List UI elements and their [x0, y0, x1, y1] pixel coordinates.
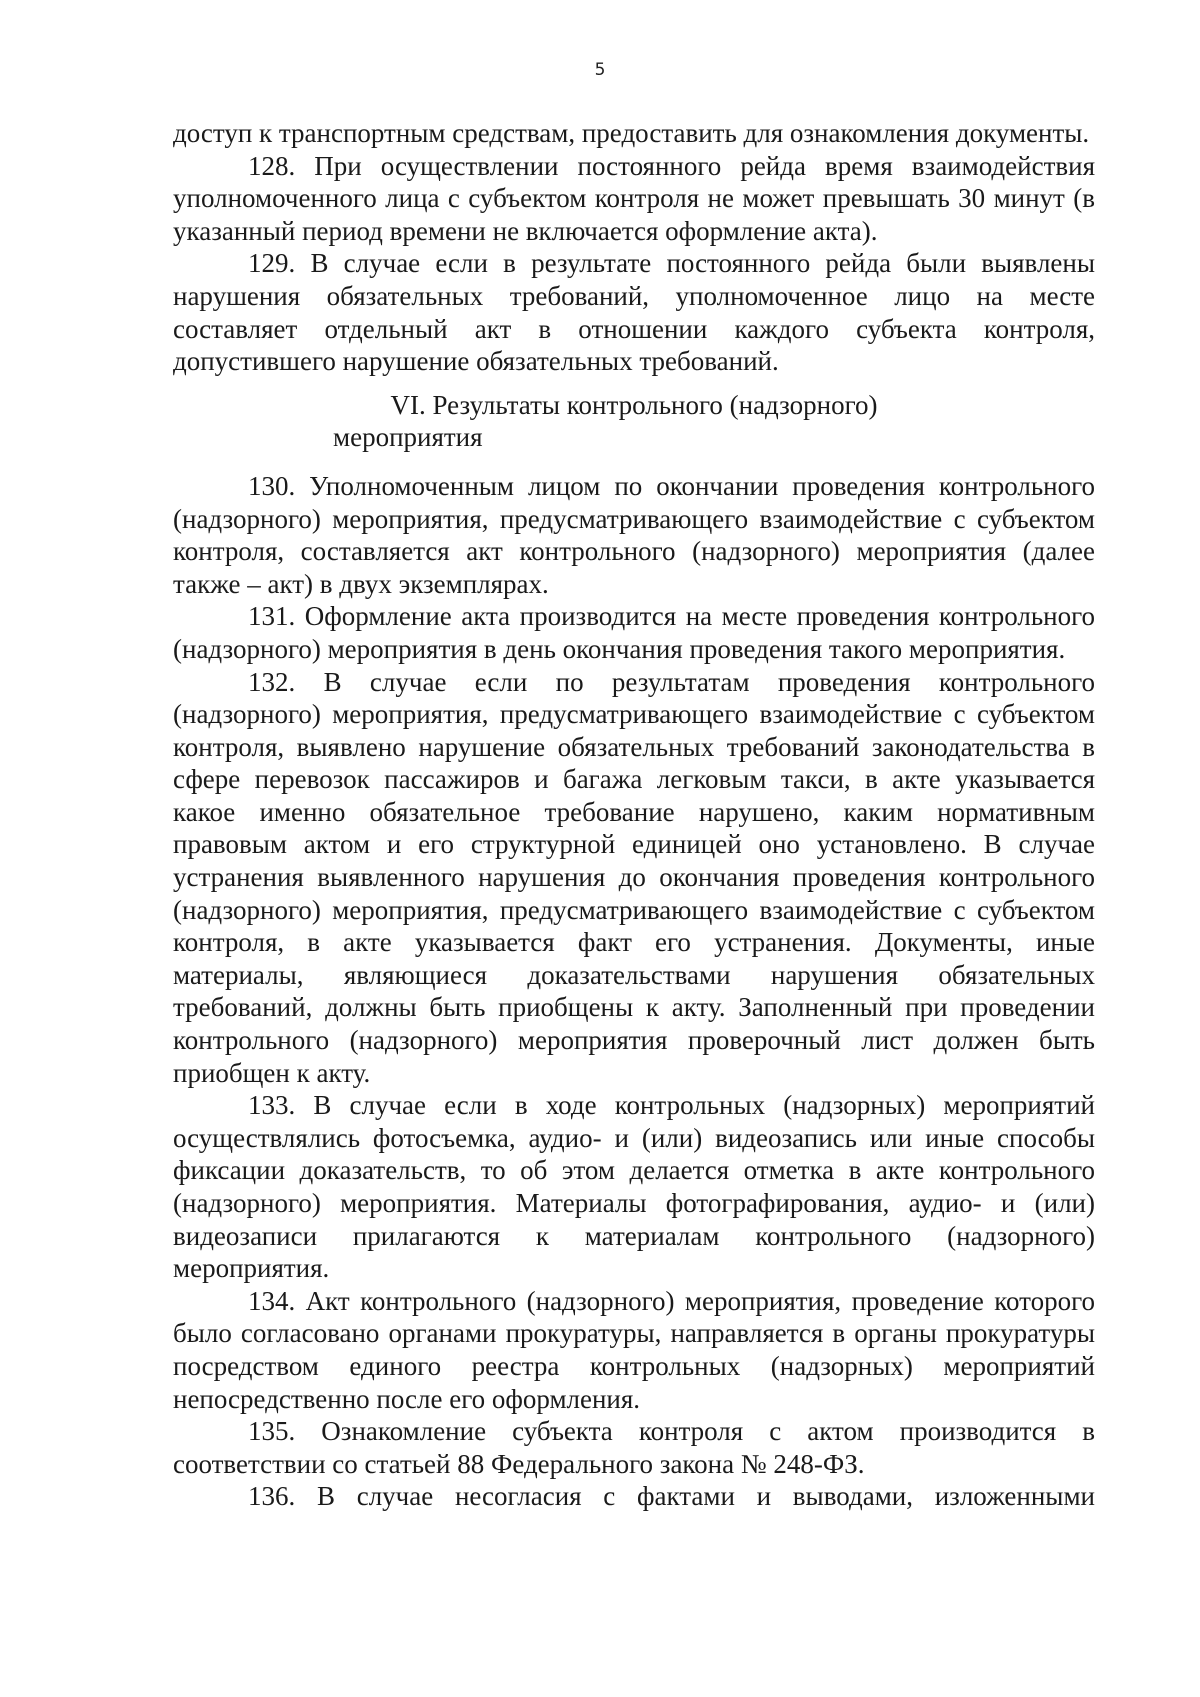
document-body: [173, 117, 1095, 1513]
paragraph-136: 136. В случае несогласия с фактами и выводами, изложенными: [248, 1481, 1095, 1512]
paragraph-129: 129. В случае если в результате постоянного рейда были выявлены нарушения обязательных требований, уполномоченное лицо на месте составляет отдельный акт в отношении каждого субъекта контроля, допустившего нарушение обязательных требований.: [173, 248, 1095, 377]
paragraph-130: 130. Уполномоченным лицом по окончании проведения контрольного (надзорного) мероприятия, предусматривающего взаимодействие с субъектом контроля, составляется акт контрольного (надзорного) мероприятия (далее также – акт) в двух экземплярах.: [173, 470, 1095, 599]
paragraph-128: 128. При осуществлении постоянного рейда время взаимодействия уполномоченного лица с субъектом контроля не может превышать 30 минут (в указанный период времени не включается оформление акта).: [173, 150, 1095, 246]
paragraph-continuation: доступ к транспортным средствам, предоставить для ознакомления документы.: [173, 118, 1090, 148]
paragraph-134: 134. Акт контрольного (надзорного) мероприятия, проведение которого было согласовано органами прокуратуры, направляется в органы прокуратуры посредством единого реестра контрольных (надзорных) мероприятий непосредственно после его оформления.: [173, 1285, 1095, 1414]
paragraph-135: 135. Ознакомление субъекта контроля с актом производится в соответствии со статьей 88 Федерального закона № 248-ФЗ.: [173, 1416, 1095, 1479]
paragraph-133: 133. В случае если в ходе контрольных (надзорных) мероприятий осуществлялись фотосъемка, аудио- и (или) видеозапись или иные способы фиксации доказательств, то об этом делается отметка в акте контрольного (надзорного) мероприятия. Материалы фотографирования, аудио- и (или) видеозаписи прилагаются к материалам контрольного (надзорного) мероприятия.: [173, 1090, 1095, 1284]
section-heading: VI. Результаты контрольного (надзорного) мероприятия: [333, 389, 878, 453]
page-number: 5: [594, 60, 606, 80]
paragraph-131: 131. Оформление акта производится на месте проведения контрольного (надзорного) мероприятия в день окончания проведения такого мероприятия.: [173, 601, 1095, 664]
paragraph-132: 132. В случае если по результатам проведения контрольного (надзорного) мероприятия, предусматривающего взаимодействие с субъектом контроля, выявлено нарушение обязательных требований законодательства в сфере перевозок пассажиров и багажа легковым такси, в акте указывается какое именно обязательное требование нарушено, каким нормативным правовым актом и его структурной единицей оно установлено. В случае устранения выявленного нарушения до окончания проведения контрольного (надзорного) мероприятия, предусматривающего взаимодействие с субъектом контроля, в акте указывается факт его устранения. Документы, иные материалы, являющиеся доказательствами нарушения обязательных требований, должны быть приобщены к акту. Заполненный при проведении контрольного (надзорного) мероприятия проверочный лист должен быть приобщен к акту.: [173, 666, 1095, 1088]
